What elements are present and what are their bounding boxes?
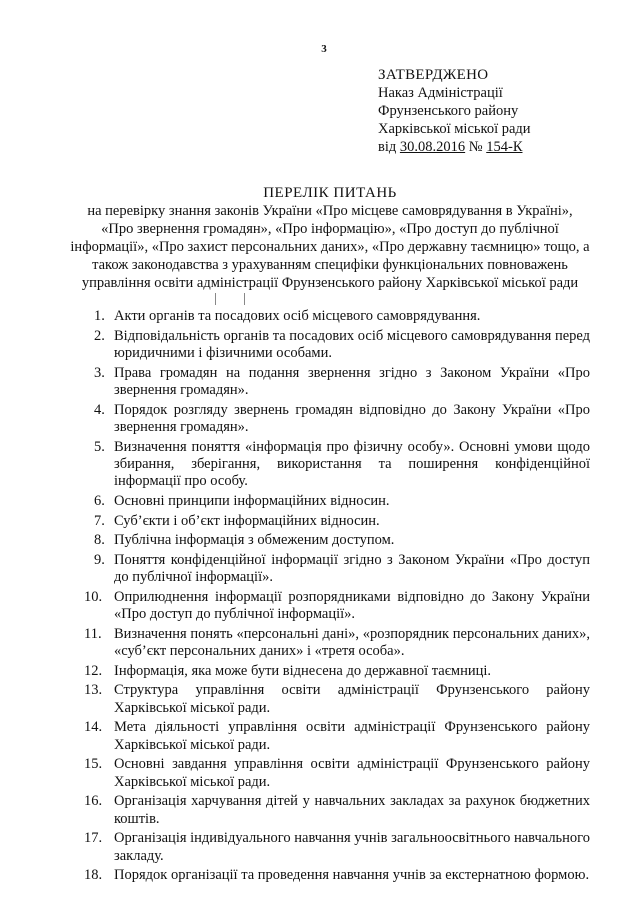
item-number: 1. [94, 308, 105, 324]
item-number: 16. [84, 793, 103, 810]
list-item [84, 663, 590, 680]
list-item [84, 552, 590, 587]
item-number: 5. [94, 438, 105, 455]
heading-title: ПЕРЕЛІК ПИТАНЬ [263, 185, 397, 201]
list-item [84, 793, 590, 828]
item-number: 11. [84, 625, 102, 642]
item-text: Основні принципи інформаційних відносин. [114, 493, 390, 509]
item-number: 2. [94, 327, 105, 344]
list-item [84, 439, 590, 491]
list-item [84, 513, 590, 530]
item-text: Порядок розгляду звернень громадян відповідно до Закону України «Про звернення громадян». [114, 401, 590, 435]
item-text: Визначення понять «персональні дані», «розпорядник персональних даних», «суб’єкт персональних даних» і «третя особа». [114, 625, 590, 660]
item-text: Мета діяльності управління освіти адміністрації Фрунзенського району Харківської міської ради. [114, 719, 590, 753]
list-item [84, 308, 590, 325]
list-item [84, 830, 590, 865]
item-number: 14. [84, 719, 103, 736]
approval-number-prefix: № [465, 139, 487, 155]
list-item [84, 682, 590, 717]
item-text: Публічна інформація з обмеженим доступом. [114, 532, 395, 549]
list-item [84, 532, 590, 549]
item-number: 17. [84, 830, 103, 847]
item-text: Організація індивідуального навчання учнів загальноосвітнього навчального закладу. [114, 830, 591, 864]
approval-line-3: Харківської міської ради [378, 121, 531, 137]
approval-date-line [378, 138, 531, 156]
item-number: 8. [94, 532, 105, 549]
heading-line-3: інформації», «Про захист персональних даних», «Про державну таємницю» тощо, а [70, 239, 590, 255]
list-item [84, 402, 590, 437]
questions-list [84, 308, 590, 887]
item-text: Права громадян на подання звернення згідно з Законом України «Про звернення громадян». [114, 364, 590, 398]
approval-block [378, 66, 531, 156]
document-heading [60, 184, 600, 292]
heading-line-5: управління освіти адміністрації Фрунзенського району Харківської міської ради [81, 275, 579, 291]
item-number: 7. [94, 512, 105, 529]
list-item [84, 626, 590, 661]
approval-date-prefix: від [378, 139, 400, 155]
item-number: 12. [84, 662, 103, 679]
item-number: 13. [84, 682, 103, 699]
list-item [84, 719, 590, 754]
item-text: Суб’єкти і об’єкт інформаційних відносин. [114, 512, 380, 529]
approval-number: 154-К [486, 139, 523, 155]
item-text: Інформація, яка може бути віднесена до державної таємниці. [114, 662, 492, 679]
heading-line-4: також законодавства з урахуванням специфіки функціональних повноважень [92, 257, 568, 273]
item-number: 6. [94, 493, 105, 509]
item-number: 9. [94, 551, 105, 568]
list-item [84, 365, 590, 400]
approval-line-2: Фрунзенського району [378, 103, 519, 119]
approval-date: 30.08.2016 [399, 139, 466, 155]
list-item [84, 328, 590, 363]
item-text: Визначення поняття «інформація про фізичну особу». Основні умови щодо збирання, зберігання, використання та поширення конфіденційної інформації про особу. [114, 438, 590, 490]
item-number: 15. [84, 756, 103, 773]
scan-marks [215, 293, 273, 308]
item-number: 4. [94, 401, 105, 418]
item-text: Порядок організації та проведення навчання учнів за екстернатною формою. [114, 867, 590, 884]
list-item [84, 589, 590, 624]
approval-title: ЗАТВЕРДЖЕНО [378, 67, 489, 83]
item-text: Акти органів та посадових осіб місцевого самоврядування. [114, 308, 481, 324]
item-number: 10. [84, 588, 103, 605]
heading-line-2: «Про звернення громадян», «Про інформацію», «Про доступ до публічної [101, 221, 559, 237]
heading-line-1: на перевірку знання законів України «Про місцеве самоврядування в Україні», [87, 203, 573, 219]
item-text: Основні завдання управління освіти адміністрації Фрунзенського району Харківської міської ради. [114, 756, 590, 790]
list-item [84, 867, 590, 884]
item-text: Поняття конфіденційної інформації згідно з Законом України «Про доступ до публічної інформації». [114, 551, 590, 586]
list-item [84, 756, 590, 791]
item-text: Відповідальність органів та посадових осіб місцевого самоврядування перед юридичними і фізичними особами. [114, 327, 591, 361]
approval-line-1: Наказ Адміністрації [378, 85, 503, 101]
item-number: 18. [84, 867, 103, 884]
item-number: 3. [94, 364, 105, 381]
item-text: Організація харчування дітей у навчальних закладах за рахунок бюджетних коштів. [114, 793, 590, 827]
list-item [84, 493, 590, 510]
item-text: Оприлюднення інформації розпорядниками відповідно до Закону України «Про доступ до публічної інформації». [114, 588, 590, 623]
item-text: Структура управління освіти адміністрації Фрунзенського району Харківської міської ради. [114, 682, 590, 716]
page-number: 3 [321, 43, 327, 55]
